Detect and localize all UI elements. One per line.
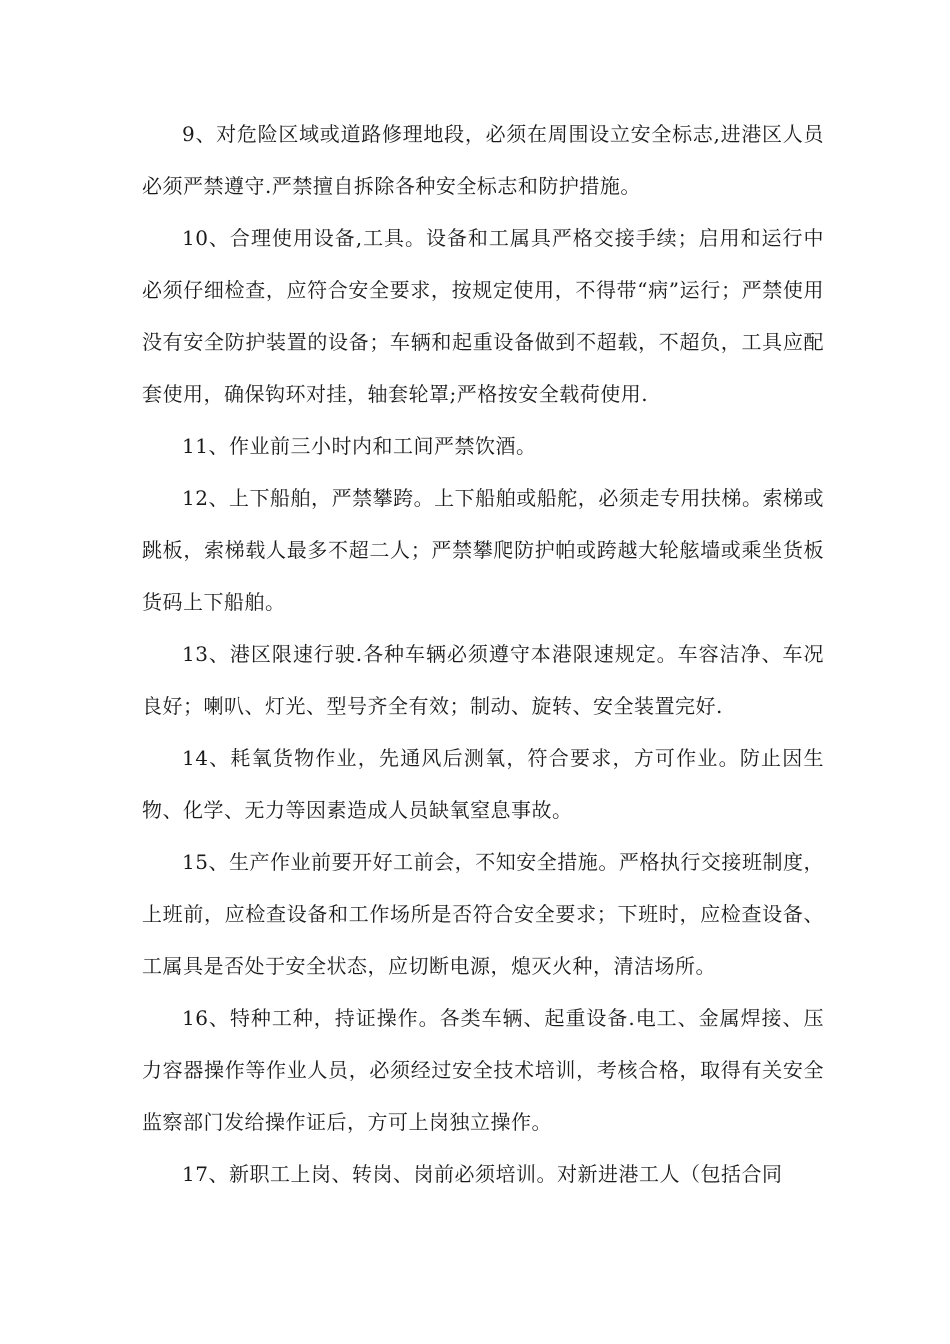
paragraph-item-11: 11、作业前三小时内和工间严禁饮酒。 — [182, 434, 537, 458]
paragraph-item-14: 14、耗氧货物作业，先通风后测氧，符合要求，方可作业。防止因生物、化学、无力等因素造成人员缺氧窒息事故。 — [142, 746, 824, 822]
paragraph-item-15: 15、生产作业前要开好工前会，不知安全措施。严格执行交接班制度，上班前，应检查设备和工作场所是否符合安全要求；下班时，应检查设备、工属具是否处于安全状态，应切断电源，熄灭火种，清洁场所。 — [142, 850, 824, 978]
paragraph-item-13: 13、港区限速行驶.各种车辆必须遵守本港限速规定。车容洁净、车况良好；喇叭、灯光、型号齐全有效；制动、旋转、安全装置完好. — [142, 642, 824, 718]
paragraph-item-9: 9、对危险区域或道路修理地段，必须在周围设立安全标志,进港区人员必须严禁遵守.严禁擅自拆除各种安全标志和防护措施。 — [142, 122, 824, 198]
document-body — [142, 108, 824, 1200]
paragraph-item-10: 10、合理使用设备,工具。设备和工属具严格交接手续；启用和运行中必须仔细检查，应符合安全要求，按规定使用，不得带“病”运行；严禁使用没有安全防护装置的设备；车辆和起重设备做到不超载，不超负，工具应配套使用，确保钩环对挂，轴套轮罩;严格按安全载荷使用. — [142, 226, 824, 406]
paragraph-item-17: 17、新职工上岗、转岗、岗前必须培训。对新进港工人（包括合同 — [182, 1162, 783, 1186]
paragraph-item-16: 16、特种工种，持证操作。各类车辆、起重设备.电工、金属焊接、压力容器操作等作业人员，必须经过安全技术培训，考核合格，取得有关安全监察部门发给操作证后，方可上岗独立操作。 — [142, 1006, 824, 1134]
paragraph-item-12: 12、上下船舶，严禁攀跨。上下船舶或船舵，必须走专用扶梯。索梯或跳板，索梯载人最多不超二人；严禁攀爬防护帕或跨越大轮舷墙或乘坐货板货码上下船舶。 — [142, 486, 824, 614]
